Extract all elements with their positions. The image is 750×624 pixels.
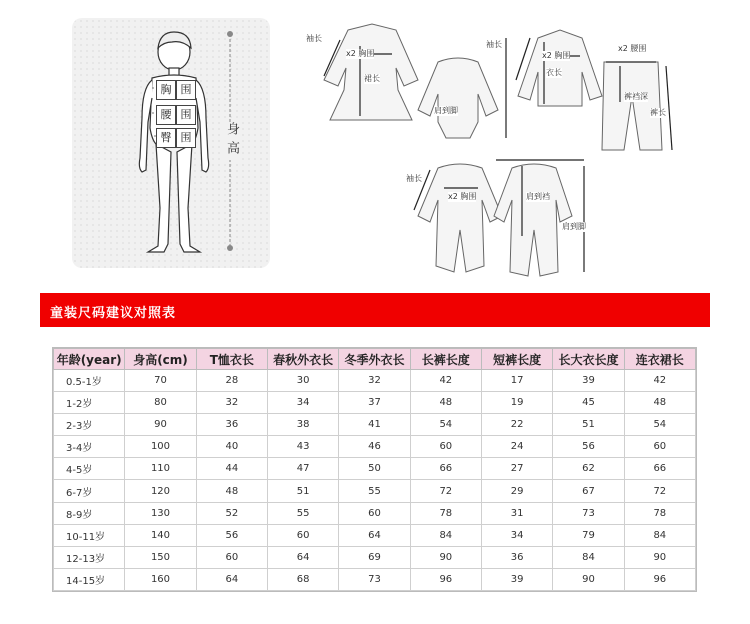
table-cell: 68 bbox=[267, 568, 338, 590]
table-cell: 160 bbox=[125, 568, 196, 590]
table-cell: 14-15岁 bbox=[54, 568, 125, 590]
table-cell: 8-9岁 bbox=[54, 502, 125, 524]
label-chest-dress: x2 胸围 bbox=[346, 49, 375, 58]
header-dress-length: 连衣裙长 bbox=[624, 349, 695, 370]
table-row bbox=[54, 568, 696, 590]
table-row bbox=[54, 502, 696, 524]
table-header-row bbox=[54, 349, 696, 370]
header-winter-coat-length: 冬季外衣长 bbox=[339, 349, 410, 370]
table-cell: 140 bbox=[125, 524, 196, 546]
table-cell: 32 bbox=[196, 392, 267, 414]
label-crotch-depth: 裤裆深 bbox=[624, 92, 648, 101]
table-cell: 45 bbox=[553, 392, 624, 414]
table-cell: 60 bbox=[196, 546, 267, 568]
table-cell: 41 bbox=[339, 414, 410, 436]
table-cell: 38 bbox=[267, 414, 338, 436]
header-age: 年龄(year) bbox=[54, 349, 125, 370]
table-cell: 4-5岁 bbox=[54, 458, 125, 480]
table-cell: 54 bbox=[624, 414, 695, 436]
table-cell: 17 bbox=[481, 370, 552, 392]
table-row bbox=[54, 392, 696, 414]
table-cell: 60 bbox=[339, 502, 410, 524]
table-cell: 46 bbox=[339, 436, 410, 458]
table-cell: 36 bbox=[196, 414, 267, 436]
table-cell: 47 bbox=[267, 458, 338, 480]
table-cell: 150 bbox=[125, 546, 196, 568]
table-cell: 84 bbox=[553, 546, 624, 568]
table-cell: 55 bbox=[267, 502, 338, 524]
title-bar bbox=[40, 293, 710, 327]
table-cell: 78 bbox=[624, 502, 695, 524]
table-cell: 2-3岁 bbox=[54, 414, 125, 436]
table-row bbox=[54, 480, 696, 502]
table-cell: 120 bbox=[125, 480, 196, 502]
table-cell: 52 bbox=[196, 502, 267, 524]
header-height: 身高(cm) bbox=[125, 349, 196, 370]
size-table-grid bbox=[53, 348, 696, 591]
table-cell: 73 bbox=[339, 568, 410, 590]
table-cell: 66 bbox=[624, 458, 695, 480]
table-row bbox=[54, 524, 696, 546]
table-cell: 110 bbox=[125, 458, 196, 480]
table-cell: 24 bbox=[481, 436, 552, 458]
label-pants-length: 裤长 bbox=[650, 108, 666, 117]
table-cell: 22 bbox=[481, 414, 552, 436]
label-garment-length: 衣长 bbox=[546, 68, 562, 77]
table-cell: 28 bbox=[196, 370, 267, 392]
table-cell: 44 bbox=[196, 458, 267, 480]
header-overcoat-length: 长大衣长度 bbox=[553, 349, 624, 370]
header-shorts-length: 短裤长度 bbox=[481, 349, 552, 370]
label-chest-sleeper: x2 胸围 bbox=[448, 192, 477, 201]
header-pants-length: 长裤长度 bbox=[410, 349, 481, 370]
table-cell: 60 bbox=[267, 524, 338, 546]
table-cell: 29 bbox=[481, 480, 552, 502]
table-cell: 34 bbox=[267, 392, 338, 414]
label-sleeve-top: 袖长 bbox=[486, 40, 502, 49]
size-table bbox=[52, 347, 697, 592]
table-cell: 30 bbox=[267, 370, 338, 392]
table-cell: 39 bbox=[481, 568, 552, 590]
table-cell: 37 bbox=[339, 392, 410, 414]
table-cell: 62 bbox=[553, 458, 624, 480]
table-cell: 79 bbox=[553, 524, 624, 546]
table-cell: 80 bbox=[125, 392, 196, 414]
label-shoulder-foot-2: 肩到脚 bbox=[562, 222, 586, 231]
table-cell: 51 bbox=[267, 480, 338, 502]
waist-tag-2: 围 bbox=[176, 105, 196, 125]
table-cell: 42 bbox=[410, 370, 481, 392]
table-cell: 66 bbox=[410, 458, 481, 480]
table-cell: 84 bbox=[410, 524, 481, 546]
table-cell: 90 bbox=[553, 568, 624, 590]
table-row bbox=[54, 370, 696, 392]
chest-tag-2: 围 bbox=[176, 80, 196, 100]
table-cell: 10-11岁 bbox=[54, 524, 125, 546]
table-cell: 90 bbox=[624, 546, 695, 568]
table-cell: 19 bbox=[481, 392, 552, 414]
label-sleeve-dress: 袖长 bbox=[306, 34, 322, 43]
waist-tag-1: 腰 bbox=[156, 105, 176, 125]
table-cell: 60 bbox=[624, 436, 695, 458]
header-tshirt-length: T恤衣长 bbox=[196, 349, 267, 370]
table-cell: 60 bbox=[410, 436, 481, 458]
table-cell: 84 bbox=[624, 524, 695, 546]
table-cell: 6-7岁 bbox=[54, 480, 125, 502]
table-cell: 1-2岁 bbox=[54, 392, 125, 414]
table-cell: 90 bbox=[125, 414, 196, 436]
table-cell: 90 bbox=[410, 546, 481, 568]
table-cell: 48 bbox=[410, 392, 481, 414]
table-cell: 48 bbox=[624, 392, 695, 414]
header-spring-coat-length: 春秋外衣长 bbox=[267, 349, 338, 370]
table-row bbox=[54, 546, 696, 568]
table-cell: 56 bbox=[553, 436, 624, 458]
table-cell: 54 bbox=[410, 414, 481, 436]
table-cell: 43 bbox=[267, 436, 338, 458]
table-cell: 70 bbox=[125, 370, 196, 392]
table-cell: 64 bbox=[267, 546, 338, 568]
table-cell: 64 bbox=[339, 524, 410, 546]
table-cell: 130 bbox=[125, 502, 196, 524]
hip-tag-1: 臀 bbox=[156, 128, 176, 148]
table-cell: 31 bbox=[481, 502, 552, 524]
label-shoulder-foot-1: 肩到脚 bbox=[434, 106, 458, 115]
label-chest-top: x2 胸围 bbox=[542, 51, 571, 60]
table-cell: 72 bbox=[410, 480, 481, 502]
table-cell: 27 bbox=[481, 458, 552, 480]
table-cell: 39 bbox=[553, 370, 624, 392]
table-cell: 32 bbox=[339, 370, 410, 392]
table-cell: 96 bbox=[410, 568, 481, 590]
height-label: 身高 bbox=[224, 122, 239, 160]
table-cell: 0.5-1岁 bbox=[54, 370, 125, 392]
table-cell: 64 bbox=[196, 568, 267, 590]
table-cell: 55 bbox=[339, 480, 410, 502]
table-cell: 67 bbox=[553, 480, 624, 502]
table-cell: 50 bbox=[339, 458, 410, 480]
table-cell: 34 bbox=[481, 524, 552, 546]
table-cell: 72 bbox=[624, 480, 695, 502]
label-waist: x2 腰围 bbox=[618, 44, 647, 53]
label-sleeve-sleeper: 袖长 bbox=[406, 174, 422, 183]
chest-tag-1: 胸 bbox=[156, 80, 176, 100]
table-cell: 100 bbox=[125, 436, 196, 458]
page-title: 童装尺码建议对照表 bbox=[50, 306, 177, 321]
table-row bbox=[54, 436, 696, 458]
table-cell: 56 bbox=[196, 524, 267, 546]
table-cell: 48 bbox=[196, 480, 267, 502]
body-measure-figure bbox=[72, 18, 270, 268]
label-shoulder-crotch: 肩到裆 bbox=[526, 192, 550, 201]
table-cell: 36 bbox=[481, 546, 552, 568]
table-cell: 40 bbox=[196, 436, 267, 458]
table-row bbox=[54, 414, 696, 436]
label-skirt-length: 裙长 bbox=[364, 74, 380, 83]
table-cell: 78 bbox=[410, 502, 481, 524]
table-cell: 73 bbox=[553, 502, 624, 524]
table-cell: 96 bbox=[624, 568, 695, 590]
table-cell: 3-4岁 bbox=[54, 436, 125, 458]
garment-diagrams bbox=[300, 10, 690, 280]
table-row bbox=[54, 458, 696, 480]
table-cell: 12-13岁 bbox=[54, 546, 125, 568]
table-cell: 42 bbox=[624, 370, 695, 392]
table-cell: 51 bbox=[553, 414, 624, 436]
hip-tag-2: 围 bbox=[176, 128, 196, 148]
table-cell: 69 bbox=[339, 546, 410, 568]
